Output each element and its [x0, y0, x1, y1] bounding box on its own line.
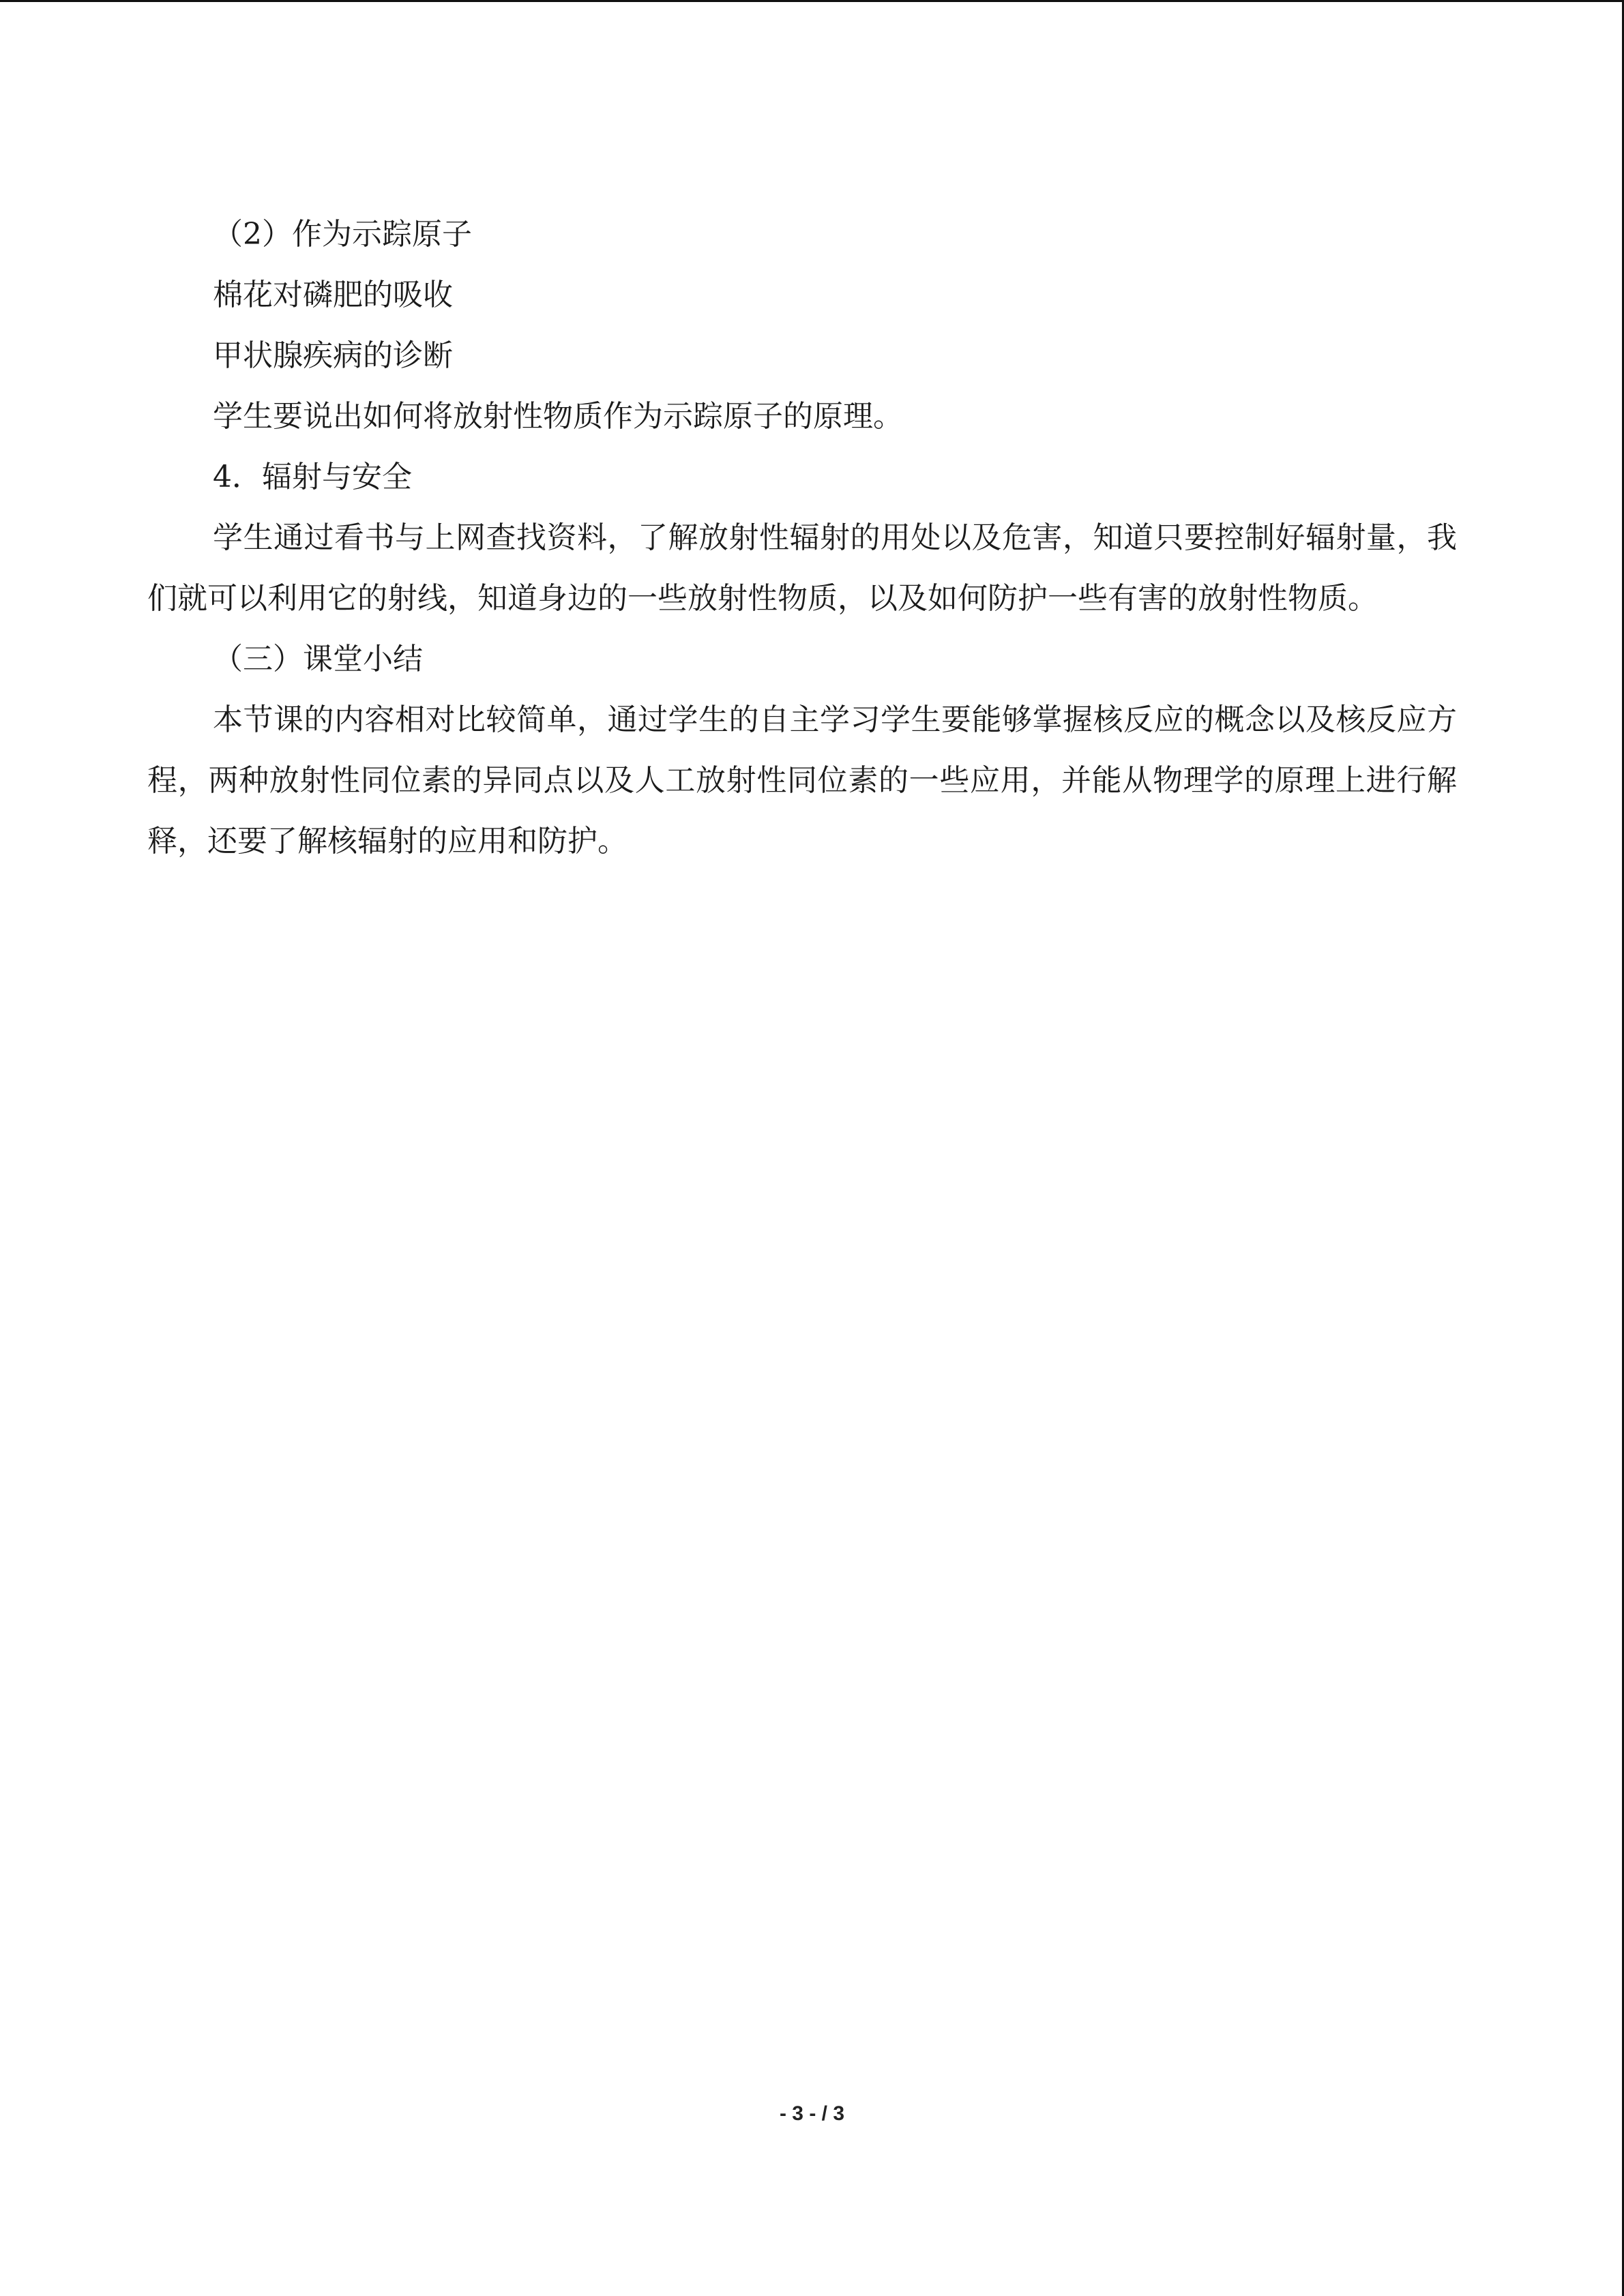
paragraph-radiation: 学生通过看书与上网查找资料，了解放射性辐射的用处以及危害，知道只要控制好辐射量，我们就可以利用它的射线，知道身边的一些放射性物质，以及如何防护一些有害的放射性物质。	[147, 520, 1457, 616]
list-item-thyroid: 甲状腺疾病的诊断	[213, 338, 453, 373]
section-heading-radiation-safety: 4．辐射与安全	[213, 460, 412, 494]
page-number-footer: - 3 - / 3	[779, 2102, 845, 2125]
list-item-cotton: 棉花对磷肥的吸收	[213, 278, 453, 312]
paragraph-summary: 本节课的内容相对比较简单，通过学生的自主学习学生要能够掌握核反应的概念以及核反应方程，两种放射性同位素的异同点以及人工放射性同位素的一些应用，并能从物理学的原理上进行解释，还要了解核辐射的应用和防护。	[147, 702, 1457, 859]
paragraph-tracer-principle: 学生要说出如何将放射性物质作为示踪原子的原理。	[213, 399, 903, 434]
document-body	[147, 204, 1457, 871]
section-heading-tracer: （2）作为示踪原子	[213, 217, 472, 252]
section-heading-summary: （三）课堂小结	[213, 642, 423, 676]
